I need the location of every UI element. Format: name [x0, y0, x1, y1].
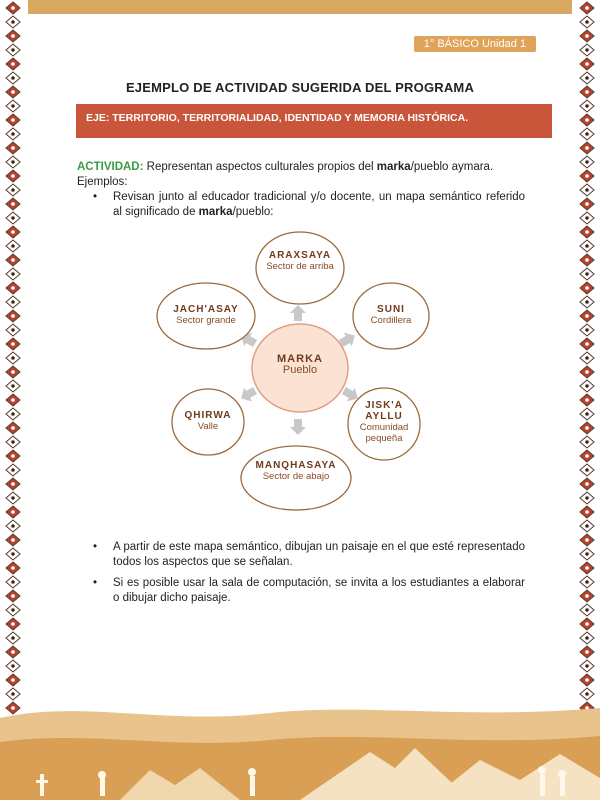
map-node — [162, 304, 250, 326]
map-node-title: JACH'ASAY — [173, 304, 239, 315]
map-node-subtitle: Sector de arriba — [266, 261, 334, 272]
eje-banner: EJE: TERRITORIO, TERRITORIALIDAD, IDENTIDAD Y MEMORIA HISTÓRICA. — [76, 104, 552, 138]
activity-text-before: Representan aspectos culturales propios del — [143, 161, 377, 173]
right-decorative-border — [576, 0, 598, 720]
map-node — [177, 410, 239, 432]
bullet-item-2: • A partir de este mapa semántico, dibujan un paisaje en el que esté representado todos los aspectos que se señalan. — [77, 540, 525, 570]
map-node — [246, 460, 346, 482]
left-decorative-border — [2, 0, 24, 720]
center-node-subtitle: Pueblo — [282, 364, 318, 376]
center-node-title: MARKA — [277, 353, 323, 365]
map-node-title: QHIRWA — [184, 410, 232, 421]
map-node-subtitle: Valle — [197, 421, 219, 432]
map-node-title: SUNI — [377, 304, 405, 315]
footer-landscape-illustration — [0, 690, 600, 800]
map-node-subtitle: Comunidad pequeña — [359, 422, 409, 444]
activity-section — [77, 160, 525, 220]
map-node-title: ARAXSAYA — [268, 250, 332, 261]
map-node — [353, 400, 415, 444]
unit-badge: 1° BÁSICO Unidad 1 — [414, 36, 536, 52]
bullet-item-1 — [77, 190, 525, 220]
arrow-3 — [290, 419, 306, 435]
map-node-subtitle: Cordillera — [370, 315, 412, 326]
activity-text-after: /pueblo aymara. — [410, 161, 494, 173]
activity-bold-word: marka — [376, 161, 411, 173]
map-node-subtitle: Sector de abajo — [262, 471, 330, 482]
map-node — [261, 250, 339, 272]
bullet-item-3: • Si es posible usar la sala de computación, se invita a los estudiantes a elaborar o dibujar dicho paisaje. — [77, 576, 525, 606]
bullet1-text-after: /pueblo: — [232, 206, 274, 218]
bullet1-bold: marka — [198, 206, 233, 218]
activity-label: ACTIVIDAD: — [77, 161, 144, 173]
map-node-title: MANQHASAYA — [255, 460, 337, 471]
arrow-0 — [290, 305, 306, 321]
semantic-map — [150, 222, 450, 522]
ejemplos-label: Ejemplos: — [77, 176, 128, 188]
map-node-title: JISK'A AYLLU — [365, 400, 403, 422]
center-node — [255, 354, 345, 376]
map-node-subtitle: Sector grande — [176, 315, 236, 326]
top-band — [28, 0, 572, 14]
map-node — [358, 304, 424, 326]
lower-bullets — [77, 540, 525, 612]
activity-line — [77, 160, 525, 175]
bullet1-text-before: Revisan junto al educador tradicional y/o docente, un mapa semántico referido al significado de — [113, 191, 525, 218]
page-title: EJEMPLO DE ACTIVIDAD SUGERIDA DEL PROGRAMA — [125, 80, 475, 95]
